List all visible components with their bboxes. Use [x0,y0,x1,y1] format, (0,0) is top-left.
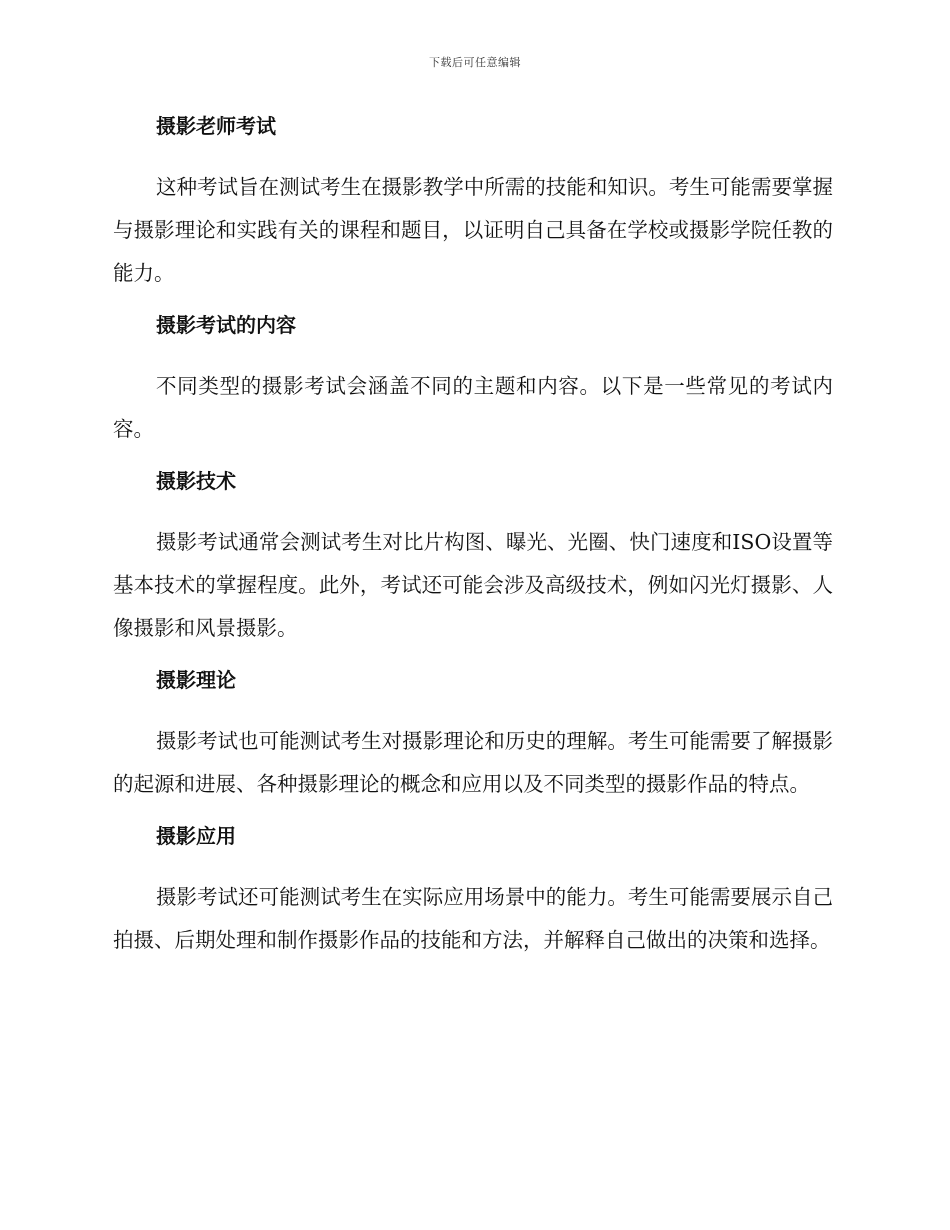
section-heading: 摄影技术 [156,469,236,493]
section-paragraph: 摄影考试还可能测试考生在实际应用场景中的能力。考生可能需要展示自己拍摄、后期处理和制作摄影作品的技能和方法，并解释自己做出的决策和选择。 [113,885,833,952]
section-heading: 摄影考试的内容 [156,313,296,337]
section-heading: 摄影理论 [156,668,236,692]
section-heading: 摄影应用 [156,824,236,848]
section-photography-teacher-exam [113,110,833,295]
section-paragraph: 不同类型的摄影考试会涵盖不同的主题和内容。以下是一些常见的考试内容。 [113,374,833,441]
section-photography-application [113,820,833,962]
section-photography-technique [113,465,833,650]
section-paragraph: 摄影考试通常会测试考生对比片构图、曝光、光圈、快门速度和ISO设置等基本技术的掌握程度。此外，考试还可能会涉及高级技术，例如闪光灯摄影、人像摄影和风景摄影。 [113,530,833,640]
document-body [113,110,833,976]
section-heading: 摄影老师考试 [156,114,276,138]
section-exam-content [113,309,833,451]
section-photography-theory [113,664,833,806]
page-header: 下载后可任意编辑 [429,56,521,69]
section-paragraph: 这种考试旨在测试考生在摄影教学中所需的技能和知识。考生可能需要掌握与摄影理论和实践有关的课程和题目，以证明自己具备在学校或摄影学院任教的能力。 [113,175,833,285]
section-paragraph: 摄影考试也可能测试考生对摄影理论和历史的理解。考生可能需要了解摄影的起源和进展、各种摄影理论的概念和应用以及不同类型的摄影作品的特点。 [113,729,833,796]
